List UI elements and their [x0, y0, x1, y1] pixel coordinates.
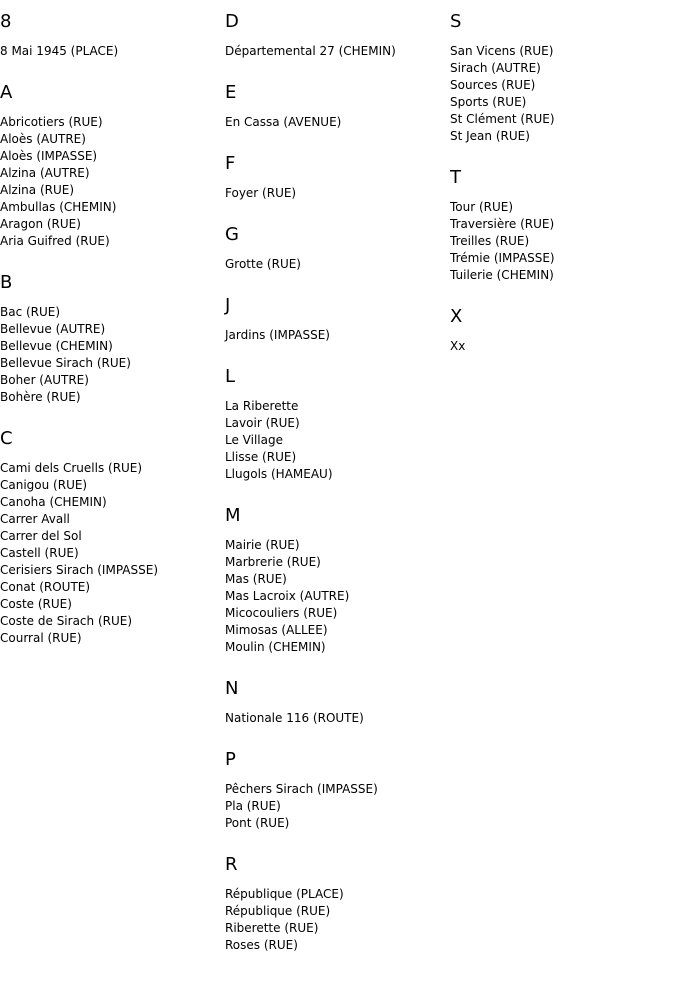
street-link[interactable]: Lavoir (RUE)	[225, 416, 300, 430]
street-link[interactable]: Abricotiers (RUE)	[0, 115, 103, 129]
street-link[interactable]: Castell (RUE)	[0, 546, 79, 560]
street-list	[225, 537, 445, 656]
letter-heading: L	[225, 366, 236, 387]
street-list	[225, 114, 445, 131]
street-link[interactable]: Llisse (RUE)	[225, 450, 297, 464]
street-link[interactable]: Pêchers Sirach (IMPASSE)	[225, 782, 378, 796]
street-link[interactable]: Bellevue (AUTRE)	[0, 322, 106, 336]
street-link[interactable]: Pont (RUE)	[225, 816, 290, 830]
index-column-3	[450, 10, 670, 376]
street-link[interactable]: Cerisiers Sirach (IMPASSE)	[0, 563, 159, 577]
letter-group	[225, 294, 445, 344]
letter-heading: P	[225, 749, 236, 770]
street-link[interactable]: Llugols (HAMEAU)	[225, 467, 333, 481]
street-link[interactable]: Alzina (RUE)	[0, 183, 75, 197]
street-list	[0, 304, 220, 406]
street-link[interactable]: Xx	[450, 339, 466, 353]
letter-heading: E	[225, 82, 237, 103]
street-link[interactable]: Bac (RUE)	[0, 305, 61, 319]
street-link[interactable]: St Jean (RUE)	[450, 129, 530, 143]
letter-heading: C	[0, 428, 13, 449]
street-link[interactable]: Aria Guifred (RUE)	[0, 234, 110, 248]
letter-heading: A	[0, 82, 13, 103]
street-link[interactable]: Ambullas (CHEMIN)	[0, 200, 117, 214]
street-list	[225, 710, 445, 727]
street-list	[450, 338, 670, 355]
street-link[interactable]: Moulin (CHEMIN)	[225, 640, 326, 654]
street-list	[225, 398, 445, 483]
street-link[interactable]: République (RUE)	[225, 904, 331, 918]
letter-group	[225, 504, 445, 656]
letter-heading: D	[225, 11, 239, 32]
street-link[interactable]: Tuilerie (CHEMIN)	[450, 268, 554, 282]
street-link[interactable]: Carrer Avall	[0, 512, 70, 526]
letter-heading: 8	[0, 11, 12, 32]
letter-group	[0, 10, 220, 60]
street-link[interactable]: Nationale 116 (ROUTE)	[225, 711, 364, 725]
letter-heading: R	[225, 854, 238, 875]
letter-heading: T	[450, 167, 461, 188]
street-link[interactable]: Sources (RUE)	[450, 78, 536, 92]
street-link[interactable]: Bohère (RUE)	[0, 390, 81, 404]
letter-heading: G	[225, 224, 239, 245]
street-link[interactable]: Aragon (RUE)	[0, 217, 81, 231]
letter-heading: N	[225, 678, 239, 699]
street-link[interactable]: Tour (RUE)	[450, 200, 514, 214]
letter-group	[450, 10, 670, 145]
street-link[interactable]: San Vicens (RUE)	[450, 44, 554, 58]
street-link[interactable]: Grotte (RUE)	[225, 257, 301, 271]
letter-group	[225, 677, 445, 727]
street-link[interactable]: 8 Mai 1945 (PLACE)	[0, 44, 119, 58]
letter-heading: J	[225, 295, 231, 316]
letter-heading: B	[0, 272, 13, 293]
street-link[interactable]: Le Village	[225, 433, 283, 447]
street-list	[0, 114, 220, 250]
letter-group	[225, 152, 445, 202]
street-list	[450, 199, 670, 284]
street-link[interactable]: Départemental 27 (CHEMIN)	[225, 44, 396, 58]
letter-group	[225, 223, 445, 273]
letter-heading: M	[225, 505, 241, 526]
street-link[interactable]: Mas Lacroix (AUTRE)	[225, 589, 350, 603]
index-column-1	[0, 10, 220, 668]
street-link[interactable]: Canoha (CHEMIN)	[0, 495, 107, 509]
street-link[interactable]: Mimosas (ALLEE)	[225, 623, 328, 637]
letter-group	[225, 853, 445, 954]
street-link[interactable]: Roses (RUE)	[225, 938, 298, 952]
street-link[interactable]: Canigou (RUE)	[0, 478, 88, 492]
street-link[interactable]: Cami dels Cruells (RUE)	[0, 461, 143, 475]
street-link[interactable]: Sirach (AUTRE)	[450, 61, 541, 75]
street-link[interactable]: Traversière (RUE)	[450, 217, 555, 231]
street-link[interactable]: St Clément (RUE)	[450, 112, 555, 126]
street-list	[225, 327, 445, 344]
letter-heading: S	[450, 11, 462, 32]
letter-group	[225, 10, 445, 60]
letter-group	[225, 365, 445, 483]
street-link[interactable]: La Riberette	[225, 399, 299, 413]
street-link[interactable]: Aloès (AUTRE)	[0, 132, 86, 146]
street-list	[225, 781, 445, 832]
street-list	[225, 886, 445, 954]
street-link[interactable]: Jardins (IMPASSE)	[225, 328, 330, 342]
street-link[interactable]: Riberette (RUE)	[225, 921, 319, 935]
street-link[interactable]: Pla (RUE)	[225, 799, 281, 813]
street-link[interactable]: Alzina (AUTRE)	[0, 166, 90, 180]
street-link[interactable]: Mairie (RUE)	[225, 538, 300, 552]
street-link[interactable]: Aloès (IMPASSE)	[0, 149, 98, 163]
street-list	[225, 256, 445, 273]
street-link[interactable]: Micocouliers (RUE)	[225, 606, 338, 620]
street-link[interactable]: Sports (RUE)	[450, 95, 527, 109]
index-column-2	[225, 10, 445, 975]
street-link[interactable]: Marbrerie (RUE)	[225, 555, 321, 569]
street-link[interactable]: Treilles (RUE)	[450, 234, 530, 248]
street-list	[225, 43, 445, 60]
letter-group	[0, 81, 220, 250]
street-link[interactable]: Coste (RUE)	[0, 597, 72, 611]
street-link[interactable]: En Cassa (AVENUE)	[225, 115, 342, 129]
street-link[interactable]: Bellevue Sirach (RUE)	[0, 356, 131, 370]
street-link[interactable]: Courral (RUE)	[0, 631, 82, 645]
letter-heading: F	[225, 153, 236, 174]
letter-heading: X	[450, 306, 463, 327]
letter-group	[225, 81, 445, 131]
street-link[interactable]: Boher (AUTRE)	[0, 373, 89, 387]
street-link[interactable]: Mas (RUE)	[225, 572, 287, 586]
street-link[interactable]: République (PLACE)	[225, 887, 344, 901]
street-link[interactable]: Coste de Sirach (RUE)	[0, 614, 133, 628]
letter-group	[450, 166, 670, 284]
street-list	[0, 43, 220, 60]
letter-group	[0, 271, 220, 406]
letter-group	[225, 748, 445, 832]
street-link[interactable]: Foyer (RUE)	[225, 186, 297, 200]
street-link[interactable]: Carrer del Sol	[0, 529, 82, 543]
street-link[interactable]: Bellevue (CHEMIN)	[0, 339, 113, 353]
street-list	[450, 43, 670, 145]
street-list	[225, 185, 445, 202]
letter-group	[0, 427, 220, 647]
street-list	[0, 460, 220, 647]
street-link[interactable]: Conat (ROUTE)	[0, 580, 91, 594]
letter-group	[450, 305, 670, 355]
street-link[interactable]: Trémie (IMPASSE)	[450, 251, 555, 265]
